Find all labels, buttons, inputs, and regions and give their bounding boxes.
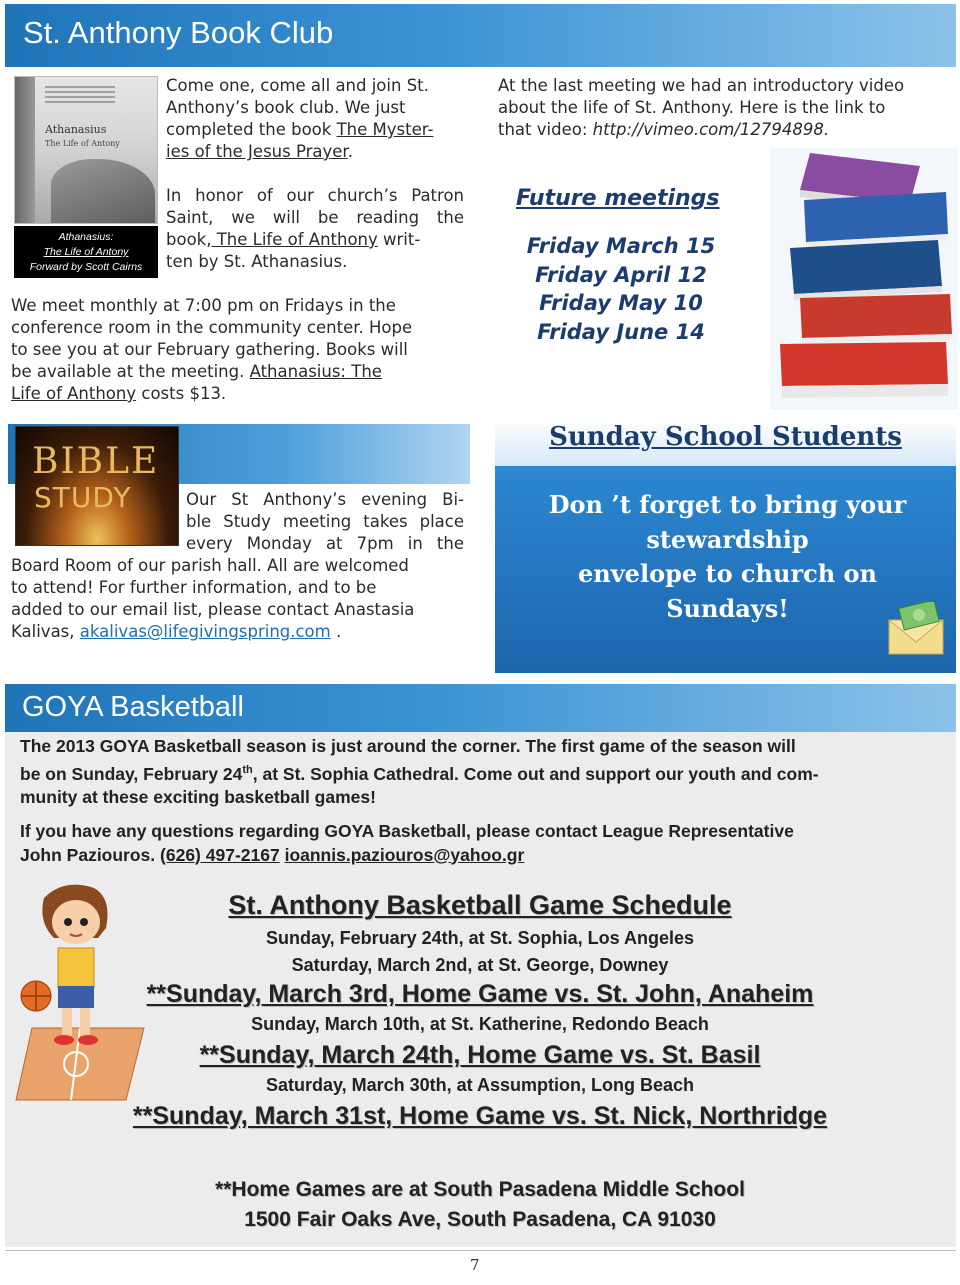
meet-line: We meet monthly at 7:00 pm on Fridays in the bbox=[11, 296, 396, 315]
page-number: 7 bbox=[470, 1256, 480, 1274]
ss-line: stewardship bbox=[646, 524, 809, 554]
bible-line: Our St Anthony’s evening Bi- bbox=[186, 490, 464, 509]
honor-line: In honor of our church’s Patron bbox=[166, 186, 464, 205]
intro-book-title: ies of the Jesus Prayer bbox=[166, 142, 348, 161]
book-caption bbox=[14, 226, 158, 278]
intro-line: Come one, come all and join St. bbox=[166, 76, 429, 95]
book-cover-image bbox=[14, 76, 158, 224]
meeting-date: Friday June 14 bbox=[537, 319, 705, 344]
cover-subtitle: The Life of Antony bbox=[45, 139, 120, 148]
video-line: about the life of St. Anthony. Here is the link to bbox=[498, 98, 886, 117]
ss-line: Sundays! bbox=[666, 593, 789, 623]
caption-line-2: The Life of Antony bbox=[43, 246, 129, 258]
meet-line: to see you at our February gathering. Books will bbox=[11, 340, 408, 359]
bible-line: every Monday at 7pm in the bbox=[186, 534, 464, 553]
money-envelope-icon bbox=[887, 602, 945, 656]
book-stack-illustration bbox=[770, 148, 958, 410]
goya-line: be on Sunday, February 24 bbox=[20, 763, 243, 784]
venue-line-2: 1500 Fair Oaks Ave, South Pasadena, CA 91030 bbox=[244, 1208, 716, 1231]
bible-line: to attend! For further information, and to be bbox=[11, 578, 377, 597]
honor-book-title: The Life of Anthony bbox=[211, 230, 378, 249]
goya-phone-link[interactable]: (626) 497-2167 bbox=[160, 844, 280, 865]
bible-study-intro bbox=[186, 489, 464, 555]
goya-line: John Paziouros. bbox=[20, 844, 161, 865]
book-red-bottom bbox=[780, 342, 948, 386]
book-club-meetings bbox=[11, 295, 466, 405]
video-paragraph bbox=[498, 75, 956, 141]
schedule-game: Sunday, February 24th, at St. Sophia, Los Angeles bbox=[265, 928, 695, 948]
goya-line: If you have any questions regarding GOYA Basketball, please contact League Representative bbox=[20, 821, 794, 841]
book-blue bbox=[804, 192, 948, 242]
email-tail: . bbox=[330, 622, 342, 641]
intro-period: . bbox=[347, 142, 353, 161]
book-club-intro bbox=[166, 75, 466, 163]
schedule-game: Saturday, March 30th, at Assumption, Long Beach bbox=[265, 1075, 695, 1095]
schedule-home-game: **Sunday, March 24th, Home Game vs. St. Basil bbox=[199, 1041, 761, 1069]
bible-line: Kalivas, bbox=[11, 622, 80, 641]
book-red bbox=[800, 294, 952, 338]
cover-title: Athanasius bbox=[45, 123, 107, 136]
meeting-date: Friday March 15 bbox=[526, 234, 716, 258]
bible-study-details bbox=[11, 555, 466, 643]
goya-email-link[interactable]: ioannis.paziouros@yahoo.gr bbox=[284, 844, 525, 865]
meet-line: conference room in the community center. Hope bbox=[11, 318, 413, 337]
book-spine bbox=[15, 77, 35, 223]
venue-line-1: **Home Games are at South Pasadena Middle School bbox=[215, 1178, 745, 1201]
meeting-date: Friday April 12 bbox=[535, 262, 707, 287]
schedule-game: Saturday, March 2nd, at St. George, Downey bbox=[291, 955, 669, 975]
meet-line: be available at the meeting. bbox=[11, 362, 250, 381]
schedule-title: St. Anthony Basketball Game Schedule bbox=[228, 890, 732, 920]
caption-line-3: Forward by Scott Cairns bbox=[29, 261, 143, 273]
meeting-date: Friday May 10 bbox=[539, 291, 703, 315]
bible-word: BIBLE bbox=[32, 441, 160, 482]
book-navy bbox=[790, 240, 942, 294]
bible-study-email-link[interactable]: akalivas@lifegivingspring.com bbox=[79, 622, 331, 641]
intro-line: completed the book bbox=[166, 120, 337, 139]
bible-line: added to our email list, please contact Anastasia bbox=[11, 600, 415, 619]
goya-paragraph-1 bbox=[20, 735, 950, 809]
schedule-home-game: **Sunday, March 31st, Home Game vs. St. Nick, Northridge bbox=[132, 1102, 828, 1130]
sunday-school-title: Sunday School Students bbox=[549, 422, 902, 452]
schedule-game: Sunday, March 10th, at St. Katherine, Redondo Beach bbox=[251, 1014, 709, 1034]
schedule-home-game: **Sunday, March 3rd, Home Game vs. St. John, Anaheim bbox=[146, 980, 814, 1008]
intro-book-title: The Myster- bbox=[336, 120, 434, 139]
future-meetings-title: Future meetings bbox=[516, 186, 720, 211]
honor-line: book, bbox=[166, 230, 212, 249]
ss-line: Don ’t forget to bring your bbox=[548, 490, 907, 519]
honor-line: Saint, we will be reading the bbox=[166, 208, 464, 227]
sunday-school-message bbox=[505, 488, 950, 626]
book-club-banner bbox=[5, 4, 956, 67]
cover-rock-photo bbox=[51, 159, 155, 223]
cover-fine-print bbox=[45, 86, 115, 106]
goya-line: The 2013 GOYA Basketball season is just around the corner. The first game of the season will bbox=[20, 736, 796, 756]
goya-line: munity at these exciting basketball games! bbox=[20, 786, 376, 807]
goya-banner bbox=[5, 684, 956, 732]
goya-title: GOYA Basketball bbox=[22, 691, 244, 723]
honor-line: ten by St. Athanasius. bbox=[166, 252, 348, 271]
video-link[interactable]: http://vimeo.com/12794898. bbox=[592, 120, 830, 139]
goya-line: , at St. Sophia Cathedral. Come out and support our youth and com- bbox=[252, 763, 819, 784]
meet-book-title: Athanasius: The bbox=[249, 362, 382, 381]
meet-cost: costs $13. bbox=[136, 384, 227, 403]
intro-line: Anthony’s book club. We just bbox=[166, 98, 406, 117]
caption-line-1: Athanasius: bbox=[58, 231, 114, 243]
goya-paragraph-2 bbox=[20, 820, 950, 867]
honor-tail: writ- bbox=[377, 230, 421, 249]
ss-line: envelope to church on bbox=[578, 559, 877, 588]
future-meetings-list bbox=[496, 232, 746, 346]
book-club-honor bbox=[166, 185, 464, 273]
bible-study-image bbox=[15, 426, 179, 546]
video-line: that video: bbox=[498, 120, 593, 139]
footer-bar bbox=[5, 1250, 956, 1282]
goya-sup: th bbox=[242, 763, 253, 776]
book-club-title: St. Anthony Book Club bbox=[23, 15, 334, 50]
bible-line: Board Room of our parish hall. All are welcomed bbox=[11, 556, 409, 575]
video-line: At the last meeting we had an introductory video bbox=[498, 76, 905, 95]
study-word: STUDY bbox=[34, 481, 132, 514]
meet-book-title: Life of Anthony bbox=[11, 384, 137, 403]
bible-line: ble Study meeting takes place bbox=[186, 512, 464, 531]
